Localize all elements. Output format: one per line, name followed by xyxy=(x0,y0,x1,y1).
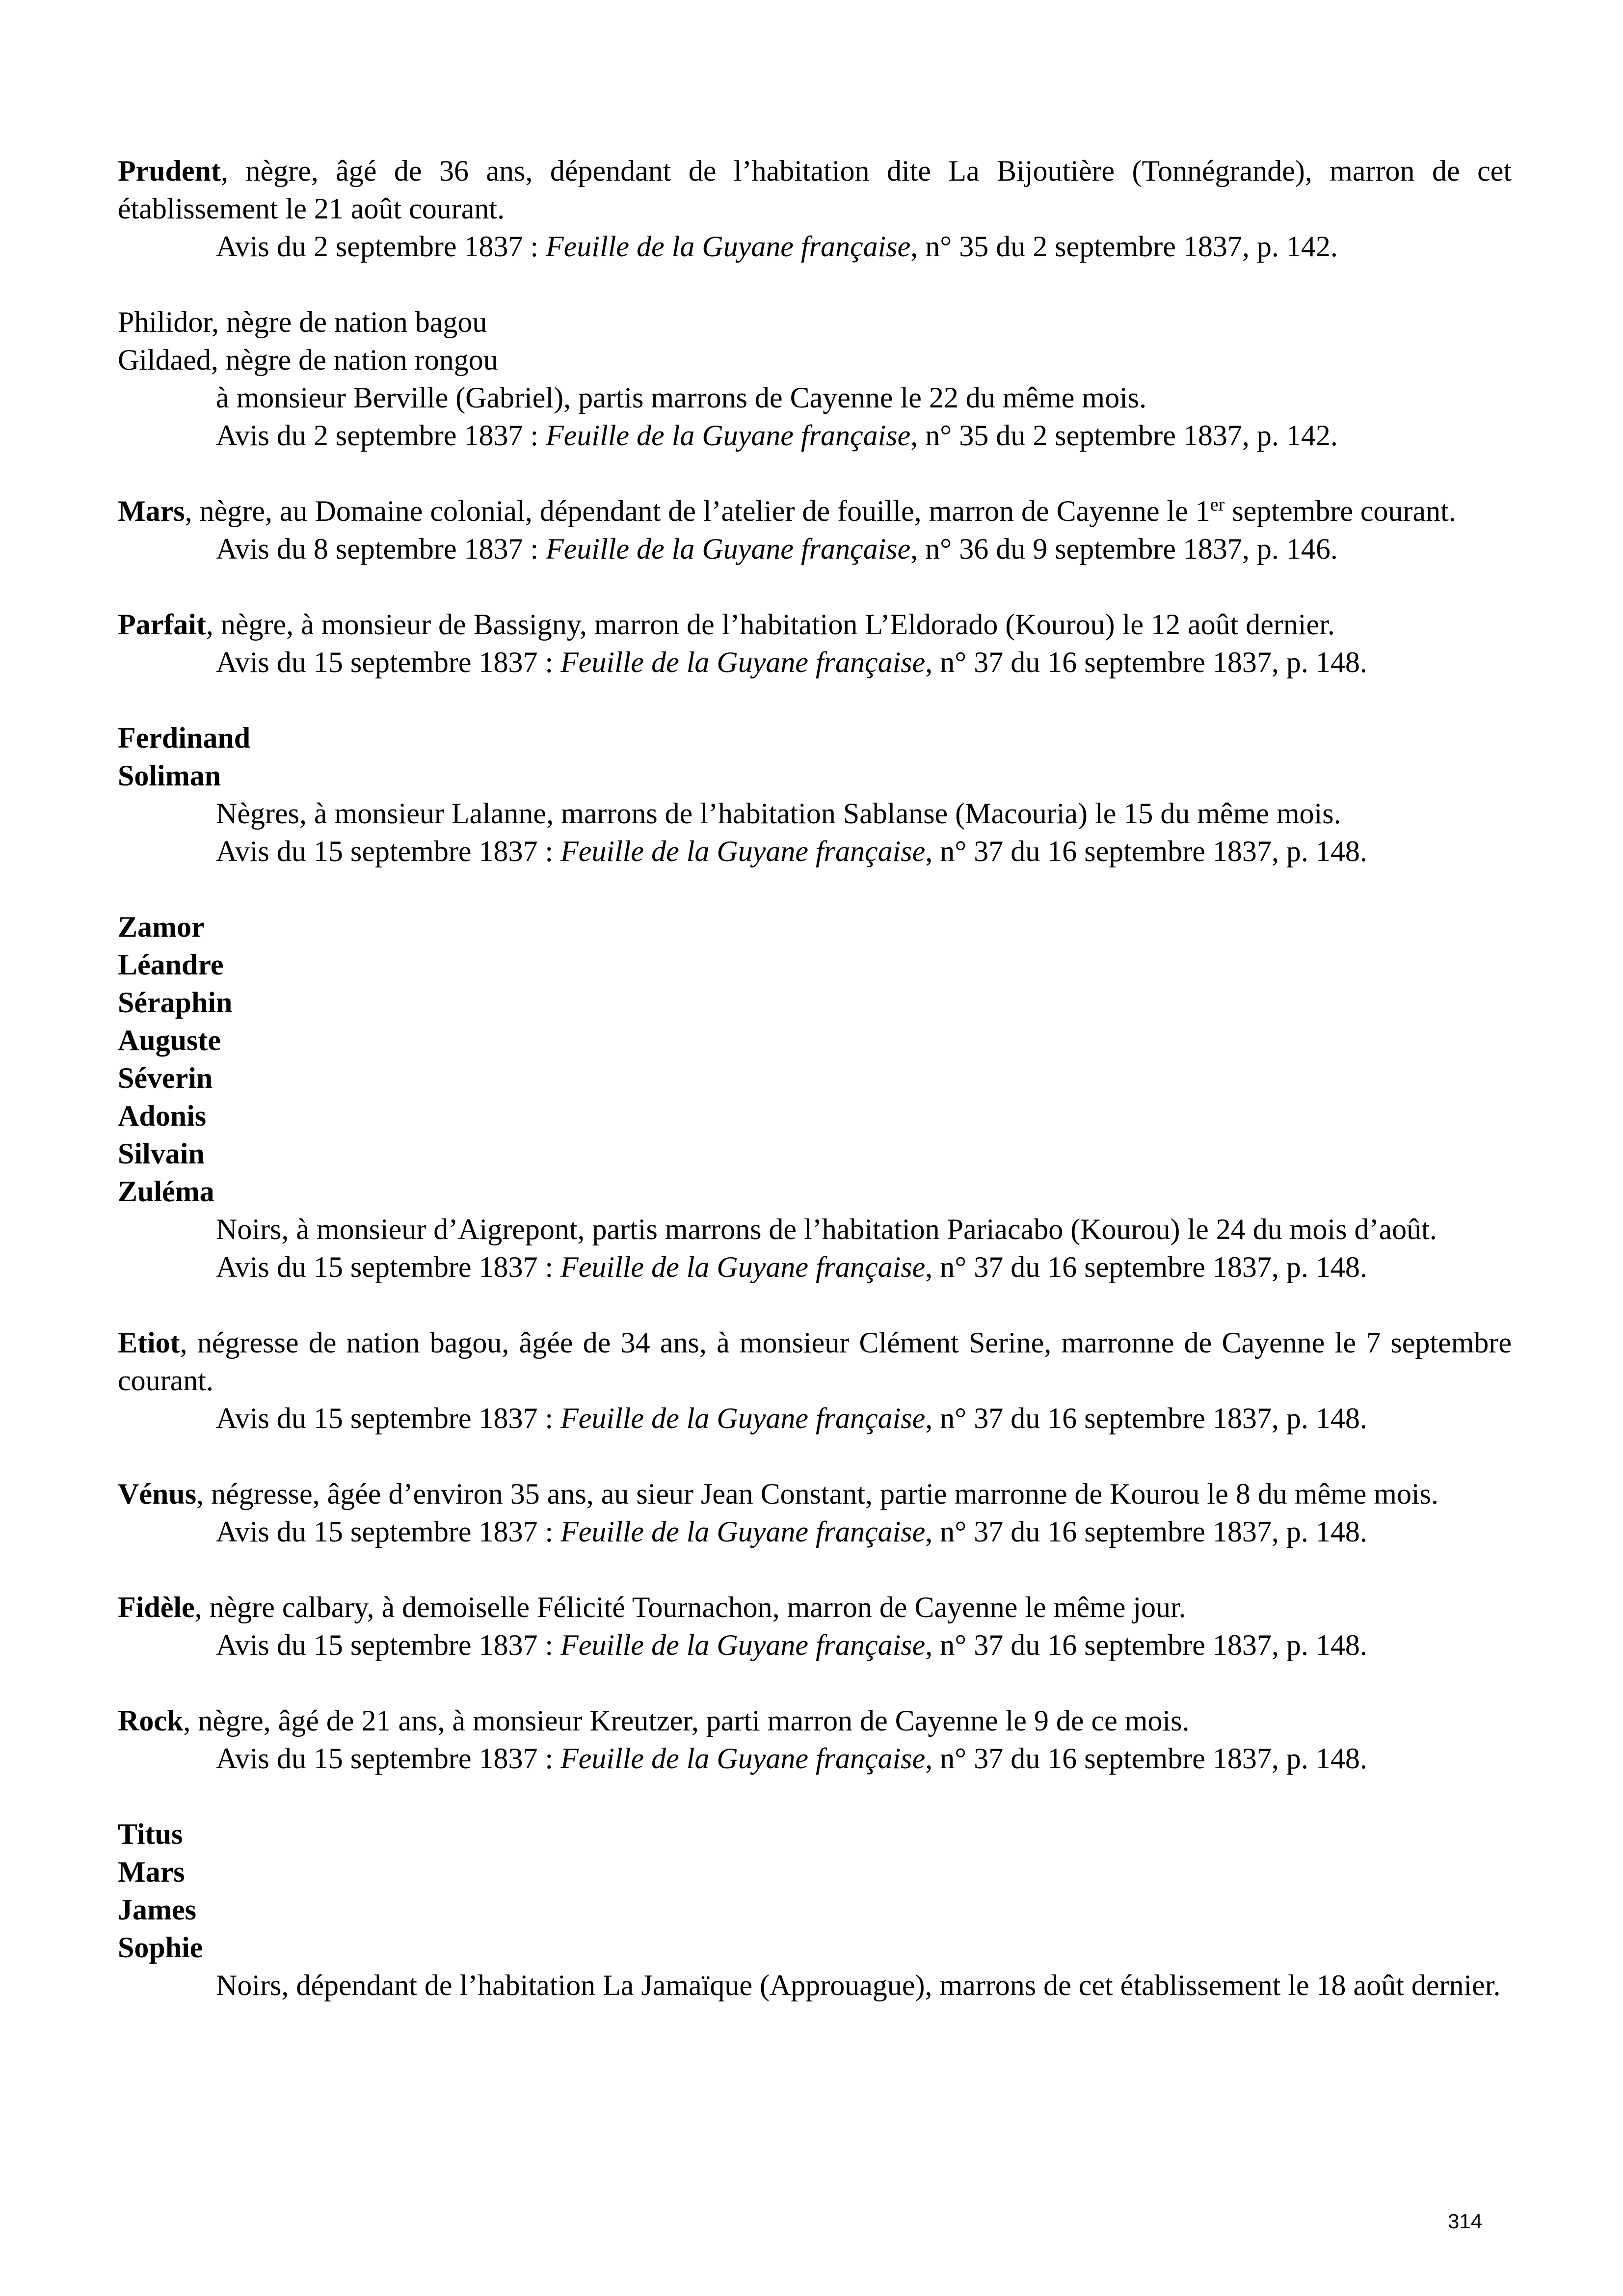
source-title: Feuille de la Guyane française xyxy=(560,1515,926,1548)
runaway-name: Léandre xyxy=(118,948,224,981)
runaway-name: Sophie xyxy=(118,1931,203,1964)
source-title: Feuille de la Guyane française xyxy=(560,646,926,678)
source-title: Feuille de la Guyane française xyxy=(560,835,926,867)
runaway-name: Parfait xyxy=(118,608,206,641)
source-title: Feuille de la Guyane française xyxy=(560,1251,926,1283)
source-title: Feuille de la Guyane française xyxy=(560,1742,926,1775)
runaway-name: Titus xyxy=(118,1818,183,1850)
notice-source: Avis du 15 septembre 1837 : Feuille de la Guyane française, n° 37 du 16 septembre 1837, p. 148. xyxy=(216,646,1367,678)
notice-entry-parfait xyxy=(118,606,1512,681)
runaway-name: Silvain xyxy=(118,1137,205,1170)
notice-source: Avis du 2 septembre 1837 : Feuille de la Guyane française, n° 35 du 2 septembre 1837, p. 142. xyxy=(216,230,1338,263)
runaway-name: Vénus xyxy=(118,1478,197,1510)
runaway-name: Zamor xyxy=(118,911,205,943)
notice-source: Avis du 15 septembre 1837 : Feuille de la Guyane française, n° 37 du 16 septembre 1837, p. 148. xyxy=(216,835,1367,867)
runaway-name: Séraphin xyxy=(118,986,233,1019)
source-title: Feuille de la Guyane française xyxy=(546,230,911,263)
notice-description: Vénus, négresse, âgée d’environ 35 ans, au sieur Jean Constant, partie marronne de Kourou le 8 du même mois. xyxy=(118,1478,1438,1510)
document-page xyxy=(118,152,1512,2042)
notice-description: Rock, nègre, âgé de 21 ans, à monsieur Kreutzer, parti marron de Cayenne le 9 de ce mois. xyxy=(118,1704,1190,1737)
notice-entry-fidele xyxy=(118,1589,1512,1664)
runaway-name: Soliman xyxy=(118,759,221,792)
runaway-name: Mars xyxy=(118,1856,185,1888)
notice-entry-ferdinand-soliman xyxy=(118,719,1512,870)
runaway-name: Mars xyxy=(118,495,185,527)
notice-source: Avis du 8 septembre 1837 : Feuille de la Guyane française, n° 36 du 9 septembre 1837, p. 146. xyxy=(216,533,1338,565)
notice-description: Mars, nègre, au Domaine colonial, dépendant de l’atelier de fouille, marron de Cayenne le 1er septembre courant. xyxy=(118,494,1456,527)
runaway-names-list xyxy=(118,719,1512,795)
notice-description: Etiot, négresse de nation bagou, âgée de 34 ans, à monsieur Clément Serine, marronne de Cayenne le 7 septembre courant. xyxy=(118,1326,1512,1397)
runaway-name: Adonis xyxy=(118,1100,207,1132)
page-number: 314 xyxy=(1448,2210,1483,2233)
source-title: Feuille de la Guyane française xyxy=(560,1402,926,1434)
notice-line: Gildaed, nègre de nation rongou xyxy=(118,344,498,376)
runaway-name: Etiot xyxy=(118,1326,180,1359)
notice-description: Prudent, nègre, âgé de 36 ans, dépendant de l’habitation dite La Bijoutière (Tonnégrande), marron de cet établissement le 21 août courant. xyxy=(118,155,1512,225)
notice-description: Noirs, à monsieur d’Aigrepont, partis marrons de l’habitation Pariacabo (Kourou) le 24 du mois d’août. xyxy=(216,1213,1437,1245)
notice-description: à monsieur Berville (Gabriel), partis marrons de Cayenne le 22 du même mois. xyxy=(216,381,1147,414)
runaway-name: Rock xyxy=(118,1704,184,1737)
notice-line: Philidor, nègre de nation bagou xyxy=(118,306,487,338)
notice-entry-etiot xyxy=(118,1324,1512,1437)
source-title: Feuille de la Guyane française xyxy=(546,533,911,565)
runaway-name: James xyxy=(118,1893,196,1926)
ordinal-superscript: er xyxy=(1210,494,1225,515)
notice-entry-mars xyxy=(118,492,1512,568)
runaway-name: Séverin xyxy=(118,1062,213,1094)
runaway-name: Ferdinand xyxy=(118,722,251,754)
notice-source: Avis du 15 septembre 1837 : Feuille de la Guyane française, n° 37 du 16 septembre 1837, p. 148. xyxy=(216,1515,1367,1548)
source-title: Feuille de la Guyane française xyxy=(546,419,911,452)
notice-entry-prudent xyxy=(118,152,1512,266)
runaway-name: Auguste xyxy=(118,1024,221,1056)
notice-source: Avis du 15 septembre 1837 : Feuille de la Guyane française, n° 37 du 16 septembre 1837, p. 148. xyxy=(216,1742,1367,1775)
notice-description: Fidèle, nègre calbary, à demoiselle Félicité Tournachon, marron de Cayenne le même jour. xyxy=(118,1591,1186,1623)
runaway-name: Zuléma xyxy=(118,1175,214,1208)
runaway-names-list xyxy=(118,1815,1512,1967)
notice-source: Avis du 15 septembre 1837 : Feuille de la Guyane française, n° 37 du 16 septembre 1837, p. 148. xyxy=(216,1402,1367,1434)
notice-source: Avis du 15 septembre 1837 : Feuille de la Guyane française, n° 37 du 16 septembre 1837, p. 148. xyxy=(216,1629,1367,1661)
notice-entry-titus-group xyxy=(118,1815,1512,2004)
notice-source: Avis du 15 septembre 1837 : Feuille de la Guyane française, n° 37 du 16 septembre 1837, p. 148. xyxy=(216,1251,1367,1283)
runaway-name: Prudent xyxy=(118,155,221,187)
runaway-name: Fidèle xyxy=(118,1591,195,1623)
notice-entry-venus xyxy=(118,1475,1512,1551)
notice-source: Avis du 2 septembre 1837 : Feuille de la Guyane française, n° 35 du 2 septembre 1837, p. 142. xyxy=(216,419,1338,452)
source-title: Feuille de la Guyane française xyxy=(560,1629,926,1661)
notice-entry-zamor-group xyxy=(118,908,1512,1286)
notice-description: Parfait, nègre, à monsieur de Bassigny, marron de l’habitation L’Eldorado (Kourou) le 12 août dernier. xyxy=(118,608,1335,641)
notice-description: Noirs, dépendant de l’habitation La Jamaïque (Approuague), marrons de cet établissement le 18 août dernier. xyxy=(216,1969,1501,2001)
notice-description: Nègres, à monsieur Lalanne, marrons de l’habitation Sablanse (Macouria) le 15 du même mois. xyxy=(216,797,1341,830)
notice-entry-rock xyxy=(118,1702,1512,1778)
notice-entry-philidor-gildaed xyxy=(118,303,1512,455)
runaway-names-list xyxy=(118,908,1512,1211)
